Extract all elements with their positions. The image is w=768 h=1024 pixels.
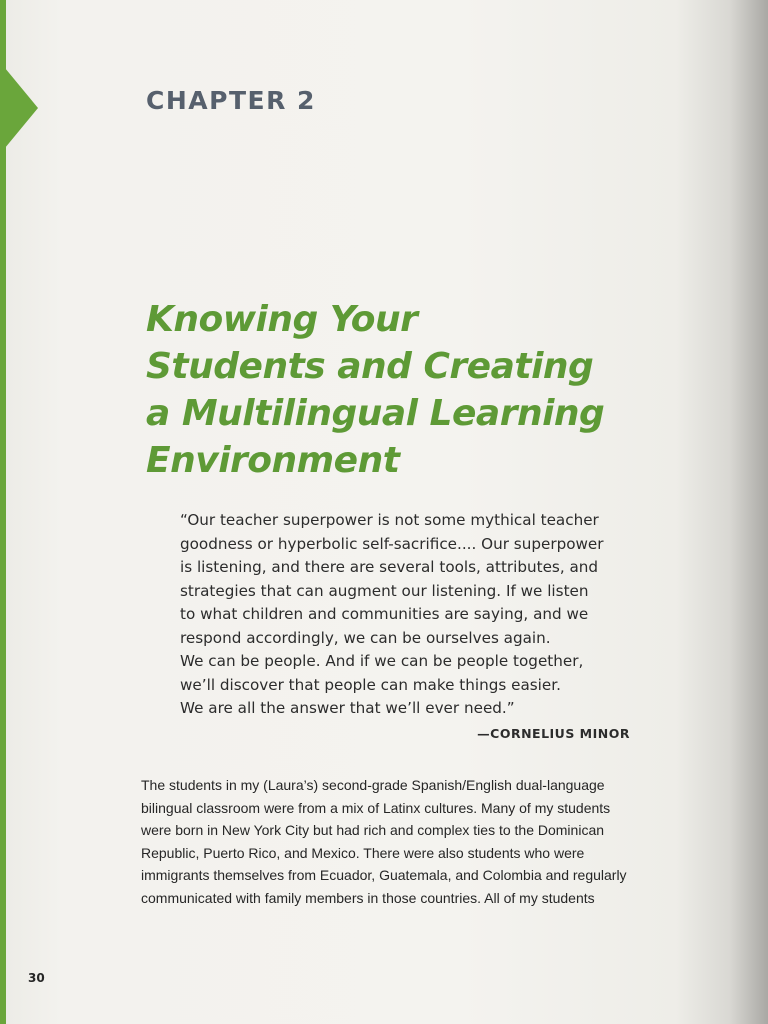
epigraph-line: “Our teacher superpower is not some mythical teacher xyxy=(180,511,599,529)
epigraph-line: We can be people. And if we can be people together, xyxy=(180,652,584,670)
epigraph-line: to what children and communities are saying, and we xyxy=(180,605,589,623)
chapter-title-line: Environment xyxy=(146,440,400,481)
chapter-title-line: Knowing Your xyxy=(146,299,418,340)
chapter-title xyxy=(146,296,666,484)
epigraph-line: We are all the answer that we’ll ever need.” xyxy=(180,699,515,717)
epigraph-quote xyxy=(180,509,640,721)
epigraph-line: goodness or hyperbolic self-sacrifice.... Our superpower xyxy=(180,534,604,553)
body-paragraph xyxy=(141,774,661,909)
chapter-title-line: a Multilingual Learning xyxy=(146,393,605,434)
epigraph-line: strategies that can augment our listening. If we listen xyxy=(180,581,589,600)
body-line: communicated with family members in those countries. All of my students xyxy=(141,889,595,906)
body-line: bilingual classroom were from a mix of Latinx cultures. Many of my students xyxy=(141,799,611,816)
epigraph-line: we’ll discover that people can make things easier. xyxy=(180,675,561,694)
epigraph-line: is listening, and there are several tools, attributes, and xyxy=(180,558,599,576)
epigraph-attribution: —CORNELIUS MINOR xyxy=(477,726,630,741)
body-line: were born in New York City but had rich and complex ties to the Dominican xyxy=(141,822,605,838)
body-line: The students in my (Laura’s) second-grade Spanish/English dual-language xyxy=(141,777,605,793)
body-line: Republic, Puerto Rico, and Mexico. There were also students who were xyxy=(141,844,585,861)
chapter-label: CHAPTER 2 xyxy=(146,86,316,115)
body-line: immigrants themselves from Ecuador, Guatemala, and Colombia and regularly xyxy=(141,867,627,883)
page-number: 30 xyxy=(28,971,45,985)
epigraph-line: respond accordingly, we can be ourselves again. xyxy=(180,628,551,647)
chapter-title-line: Students and Creating xyxy=(146,346,594,387)
chapter-tab-marker xyxy=(0,62,38,154)
